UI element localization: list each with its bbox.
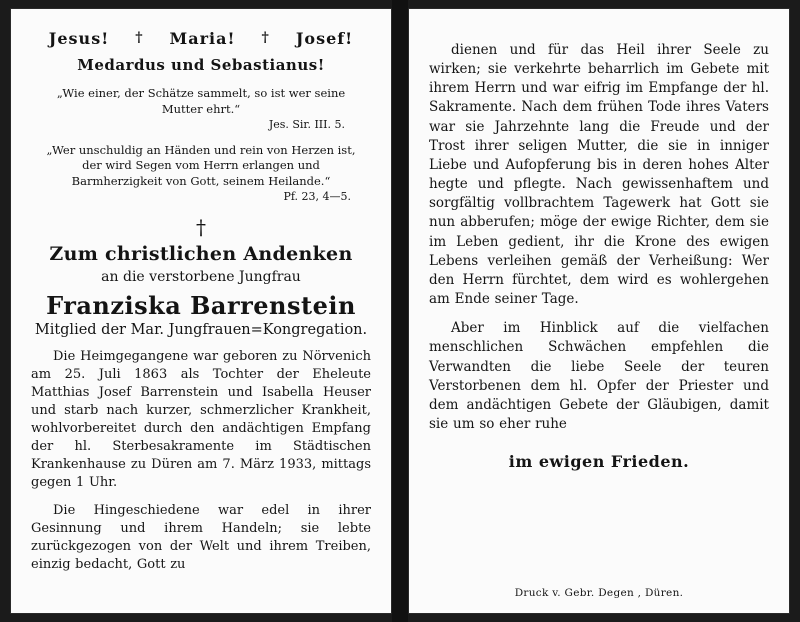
cross-icon-center: † xyxy=(196,215,206,240)
biography-paragraph-2: Die Hingeschiedene war edel in ihrer Gesinnung und ihrem Handeln; sie lebte zurückgezogen von der Welt und ihrem Treiben, einzig bedacht, Gott zu xyxy=(31,502,371,572)
eulogy-paragraph-1: dienen und für das Heil ihrer Seele zu wirken; sie verkehrte beharrlich im Gebete mit ihrem Herrn und war eifrig im Empfange der hl. Sakramente. Nach dem frühen Tode ihres Vaters war sie Jahrzehnte lang die Freude und der Trost ihrer seligen Mutter, die sie in inniger Liebe und Aufopferung bis in deren hohes Alter hegte und pflegte. Nach gewissenhaftem und sorgfältig vollbrachtem Tagewerk hat Gott sie nun abberufen; möge der ewige Richter, dem sie im Leben gedient, ihr die Krone des ewigen Lebens verleihen gemäß der Verheißung: Wer den Herrn fürchtet, dem wird es wohlergehen am Ende seiner Tage. xyxy=(429,42,769,308)
subject-line: an die verstorbene Jungfrau xyxy=(101,269,301,286)
deceased-name: Franziska Barrenstein xyxy=(46,291,356,321)
eulogy-paragraph-2: Aber im Hinblick auf die vielfachen menschlichen Schwächen empfehlen die Verwandten die liebe Seele der teuren Verstorbenen dem hl. Opfer der Priester und dem andächtigen Gebete der Gläubigen, damit sie um so eher ruhe xyxy=(429,320,769,432)
invocation-jesus: Jesus! xyxy=(48,29,110,48)
scripture-quote-2-source: Pf. 23, 4—5. xyxy=(283,190,351,204)
scripture-quote-2-text: „Wer unschuldig an Händen und rein von Herzen ist, der wird Segen vom Herrn erlangen und Barmherzigkeit von Gott, seinem Heilande.“ xyxy=(46,142,356,188)
scripture-quote-2 xyxy=(31,143,371,205)
membership-line: Mitglied der Mar. Jungfrauen=Kongregation. xyxy=(34,322,368,339)
right-page xyxy=(408,8,790,614)
rest-in-peace-line: im ewigen Frieden. xyxy=(508,452,690,472)
cross-icon-2: † xyxy=(261,29,270,46)
memoriam-heading: Zum christlichen Andenken xyxy=(49,243,353,266)
scan-border-left xyxy=(0,0,10,622)
biography-paragraph-1: Die Heimgegangene war geboren zu Nörvenich am 25. Juli 1863 als Tochter der Eheleute Matthias Josef Barrenstein und Isabella Heuser und starb nach kurzer, schmerzlicher Krankheit, wohlvorbereitet durch den andächtigen Empfang der hl. Sterbesakramente im Städtischen Krankenhause zu Düren am 7. März 1933, mittags gegen 1 Uhr. xyxy=(31,349,371,490)
scripture-quote-1-text: „Wie einer, der Schätze sammelt, so ist wer seine Mutter ehrt.“ xyxy=(56,86,346,116)
cross-icon-1: † xyxy=(135,29,144,46)
scripture-quote-1-source: Jes. Sir. III. 5. xyxy=(268,118,345,132)
printer-credit: Druck v. Gebr. Degen , Düren. xyxy=(514,587,684,599)
page-gutter xyxy=(392,0,408,622)
left-page xyxy=(10,8,392,614)
invocation-line xyxy=(31,29,371,48)
scripture-quote-1 xyxy=(31,86,371,133)
invocation-josef: Josef! xyxy=(295,29,354,48)
scan-border-right xyxy=(790,0,800,622)
patron-saints-line: Medardus und Sebastianus! xyxy=(77,56,325,74)
invocation-maria: Maria! xyxy=(169,29,236,48)
